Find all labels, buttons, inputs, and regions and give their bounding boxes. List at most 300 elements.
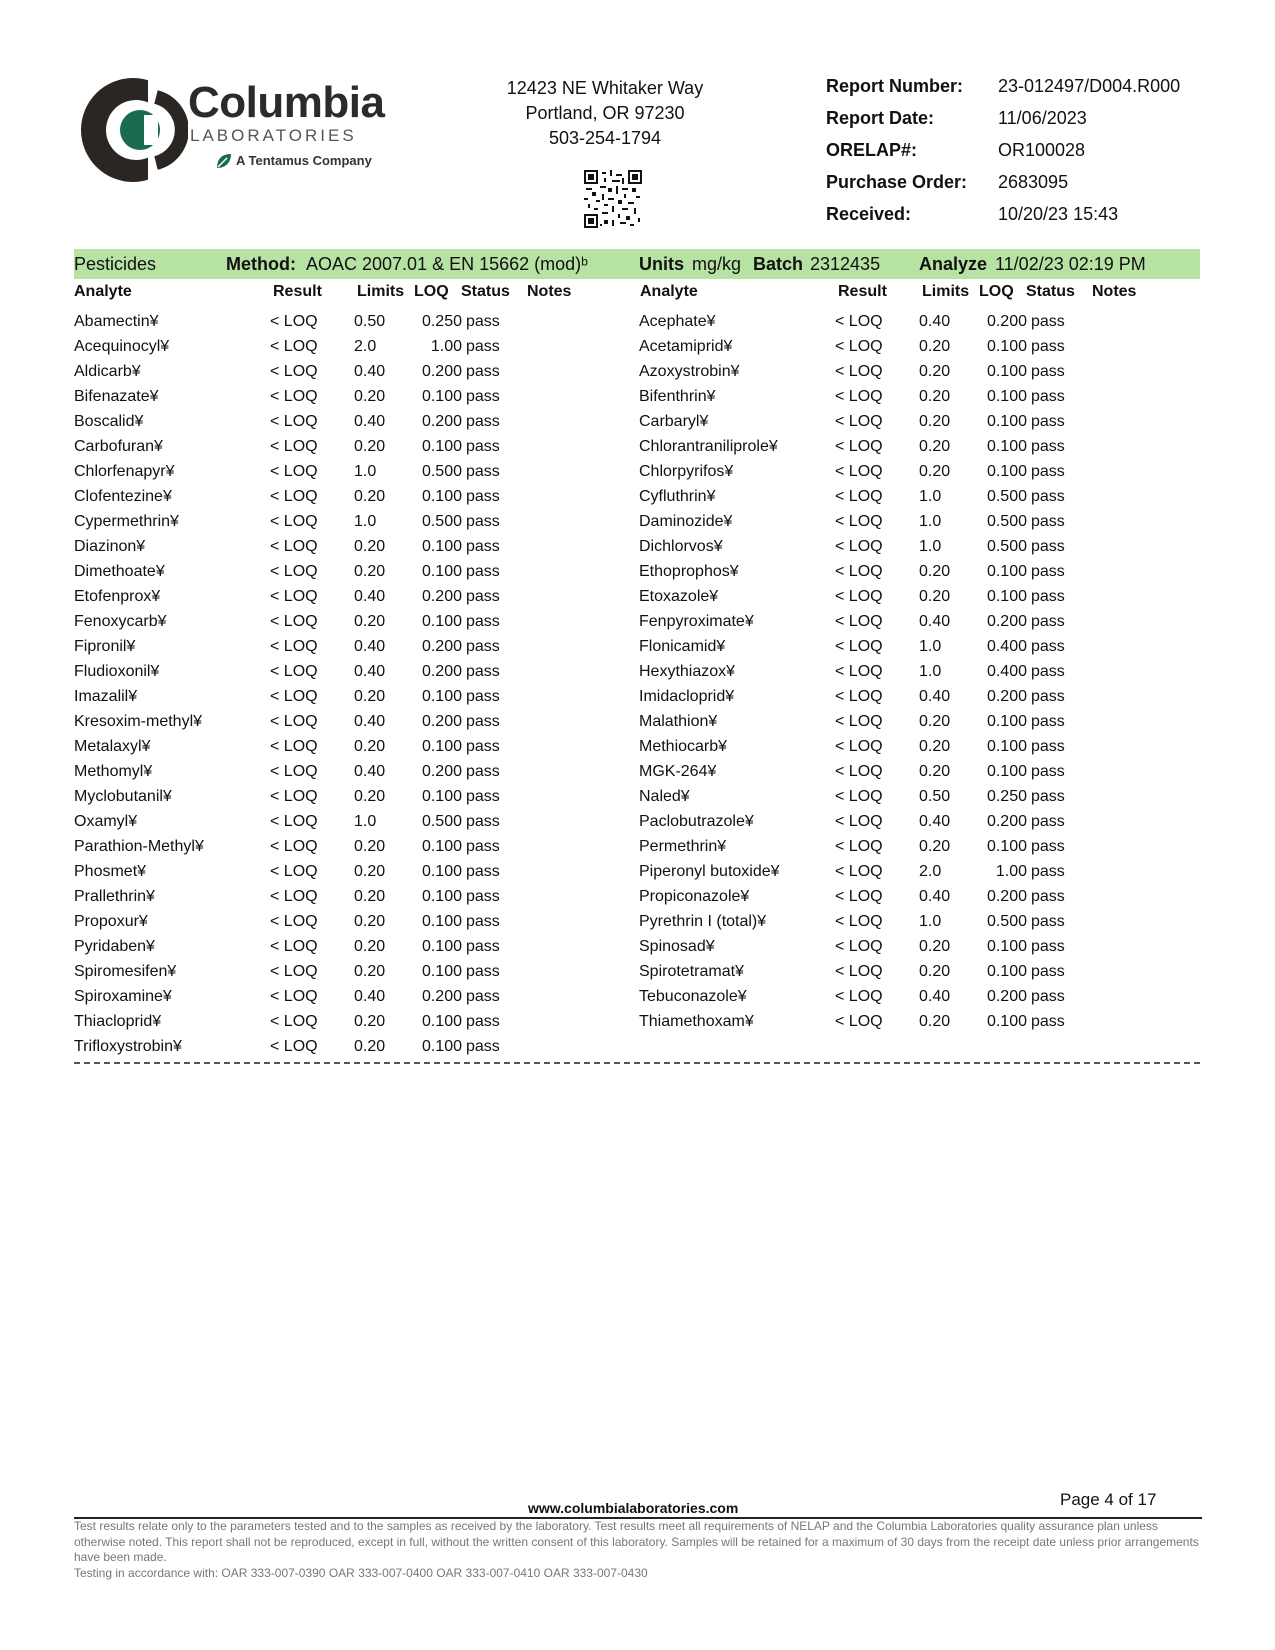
- right-limit: 0.20: [919, 838, 951, 855]
- left-analyte: Trifloxystrobin¥: [74, 1038, 182, 1055]
- table-row: [0, 361, 1275, 386]
- left-loq: 0.500: [421, 463, 462, 480]
- right-analyte: Bifenthrin¥: [639, 388, 716, 405]
- left-limit: 0.50: [354, 313, 386, 330]
- left-result: < LOQ: [270, 813, 318, 830]
- left-status: pass: [466, 1038, 500, 1055]
- right-limit: 0.40: [919, 988, 951, 1005]
- col-analyte-left: Analyte: [74, 283, 132, 300]
- right-loq: 0.500: [986, 488, 1027, 505]
- left-status: pass: [466, 913, 500, 930]
- right-result: < LOQ: [835, 463, 883, 480]
- footer-disclaimer-block: [74, 1519, 1202, 1581]
- right-status: pass: [1031, 463, 1065, 480]
- right-status: pass: [1031, 613, 1065, 630]
- right-loq: 0.100: [986, 388, 1027, 405]
- left-result: < LOQ: [270, 613, 318, 630]
- col-loq-right: LOQ: [979, 283, 1014, 300]
- left-loq: 0.100: [421, 838, 462, 855]
- left-loq: 0.100: [421, 888, 462, 905]
- left-analyte: Fenoxycarb¥: [74, 613, 167, 630]
- left-result: < LOQ: [270, 488, 318, 505]
- right-result: < LOQ: [835, 663, 883, 680]
- table-row: [0, 661, 1275, 686]
- right-status: pass: [1031, 813, 1065, 830]
- left-analyte: Boscalid¥: [74, 413, 144, 430]
- left-result: < LOQ: [270, 963, 318, 980]
- report-field: [826, 204, 1180, 236]
- left-status: pass: [466, 313, 500, 330]
- left-status: pass: [466, 513, 500, 530]
- left-analyte: Spiromesifen¥: [74, 963, 177, 980]
- table-row: [0, 561, 1275, 586]
- left-limit: 0.40: [354, 988, 386, 1005]
- table-end-divider: [74, 1062, 1200, 1064]
- right-status: pass: [1031, 638, 1065, 655]
- left-loq: 0.100: [421, 963, 462, 980]
- left-status: pass: [466, 638, 500, 655]
- left-status: pass: [466, 388, 500, 405]
- left-loq: 0.100: [421, 863, 462, 880]
- right-limit: 0.40: [919, 313, 951, 330]
- left-result: < LOQ: [270, 438, 318, 455]
- right-result: < LOQ: [835, 913, 883, 930]
- right-status: pass: [1031, 488, 1065, 505]
- left-status: pass: [466, 538, 500, 555]
- table-row: [0, 636, 1275, 661]
- table-row: [0, 486, 1275, 511]
- right-result: < LOQ: [835, 688, 883, 705]
- right-status: pass: [1031, 863, 1065, 880]
- page-number: Page 4 of 17: [1060, 1490, 1157, 1509]
- left-limit: 0.40: [354, 588, 386, 605]
- left-loq: 0.200: [421, 988, 462, 1005]
- report-field-value: 23-012497/D004.R000: [998, 76, 1181, 96]
- left-limit: 0.20: [354, 838, 386, 855]
- left-status: pass: [466, 413, 500, 430]
- table-row: [0, 311, 1275, 336]
- table-row: [0, 936, 1275, 961]
- left-limit: 1.0: [354, 513, 377, 530]
- right-loq: 0.100: [986, 1013, 1027, 1030]
- right-analyte: Daminozide¥: [639, 513, 733, 530]
- col-result-left: Result: [273, 283, 322, 300]
- left-analyte: Dimethoate¥: [74, 563, 165, 580]
- left-analyte: Diazinon¥: [74, 538, 146, 555]
- right-limit: 0.20: [919, 563, 951, 580]
- right-result: < LOQ: [835, 863, 883, 880]
- left-result: < LOQ: [270, 913, 318, 930]
- left-status: pass: [466, 863, 500, 880]
- left-loq: 0.100: [421, 1013, 462, 1030]
- left-result: < LOQ: [270, 988, 318, 1005]
- left-analyte: Methomyl¥: [74, 763, 153, 780]
- report-field: [826, 172, 1180, 204]
- table-row: [0, 386, 1275, 411]
- batch-value: 2312435: [810, 254, 881, 274]
- right-result: < LOQ: [835, 1013, 883, 1030]
- right-result: < LOQ: [835, 513, 883, 530]
- right-analyte: Propiconazole¥: [639, 888, 750, 905]
- analyze-label: Analyze: [919, 254, 988, 274]
- right-limit: 0.20: [919, 1013, 951, 1030]
- right-result: < LOQ: [835, 963, 883, 980]
- right-limit: 0.40: [919, 813, 951, 830]
- left-status: pass: [466, 938, 500, 955]
- right-limit: 0.40: [919, 888, 951, 905]
- right-result: < LOQ: [835, 438, 883, 455]
- right-limit: 0.20: [919, 938, 951, 955]
- section-title: Pesticides: [74, 254, 157, 274]
- left-result: < LOQ: [270, 1038, 318, 1055]
- left-analyte: Carbofuran¥: [74, 438, 163, 455]
- report-field: [826, 108, 1180, 140]
- left-analyte: Cypermethrin¥: [74, 513, 179, 530]
- left-result: < LOQ: [270, 388, 318, 405]
- left-status: pass: [466, 788, 500, 805]
- left-result: < LOQ: [270, 713, 318, 730]
- left-result: < LOQ: [270, 563, 318, 580]
- left-limit: 1.0: [354, 463, 377, 480]
- left-result: < LOQ: [270, 413, 318, 430]
- right-result: < LOQ: [835, 363, 883, 380]
- report-field-value: 2683095: [998, 172, 1069, 192]
- table-row: [0, 336, 1275, 361]
- table-row: [0, 611, 1275, 636]
- left-loq: 0.100: [421, 488, 462, 505]
- right-analyte: MGK-264¥: [639, 763, 717, 780]
- left-analyte: Oxamyl¥: [74, 813, 138, 830]
- table-row: [0, 836, 1275, 861]
- right-analyte: Chlorantraniliprole¥: [639, 438, 778, 455]
- right-limit: 1.0: [919, 538, 942, 555]
- right-status: pass: [1031, 338, 1065, 355]
- left-limit: 0.20: [354, 488, 386, 505]
- right-status: pass: [1031, 563, 1065, 580]
- company-tagline: A Tentamus Company: [236, 153, 372, 168]
- right-analyte: Flonicamid¥: [639, 638, 726, 655]
- right-analyte: Carbaryl¥: [639, 413, 709, 430]
- table-row: [0, 711, 1275, 736]
- left-analyte: Abamectin¥: [74, 313, 159, 330]
- right-loq: 0.100: [986, 838, 1027, 855]
- right-result: < LOQ: [835, 988, 883, 1005]
- right-analyte: Thiamethoxam¥: [639, 1013, 754, 1030]
- right-status: pass: [1031, 413, 1065, 430]
- left-status: pass: [466, 613, 500, 630]
- left-loq: 0.100: [421, 913, 462, 930]
- right-status: pass: [1031, 913, 1065, 930]
- right-loq: 0.100: [986, 563, 1027, 580]
- table-row: [0, 686, 1275, 711]
- left-status: pass: [466, 363, 500, 380]
- left-limit: 0.20: [354, 888, 386, 905]
- col-limits-left: Limits: [357, 283, 405, 300]
- results-table: [0, 311, 1275, 1061]
- left-limit: 0.40: [354, 763, 386, 780]
- method-label: Method:: [226, 254, 296, 274]
- left-result: < LOQ: [270, 313, 318, 330]
- report-field-label: ORELAP#:: [826, 140, 918, 160]
- report-field-value: 10/20/23 15:43: [998, 204, 1119, 224]
- left-analyte: Metalaxyl¥: [74, 738, 151, 755]
- left-analyte: Kresoxim-methyl¥: [74, 713, 203, 730]
- right-limit: 0.20: [919, 738, 951, 755]
- right-analyte: Spinosad¥: [639, 938, 715, 955]
- left-result: < LOQ: [270, 338, 318, 355]
- right-analyte: Ethoprophos¥: [639, 563, 739, 580]
- left-result: < LOQ: [270, 463, 318, 480]
- right-limit: 0.20: [919, 463, 951, 480]
- left-status: pass: [466, 988, 500, 1005]
- right-analyte: Acetamiprid¥: [639, 338, 733, 355]
- right-status: pass: [1031, 663, 1065, 680]
- table-row: [0, 411, 1275, 436]
- right-limit: 0.40: [919, 613, 951, 630]
- left-loq: 0.100: [421, 438, 462, 455]
- right-analyte: Hexythiazox¥: [639, 663, 736, 680]
- left-status: pass: [466, 463, 500, 480]
- columbia-logo-icon: [78, 75, 188, 185]
- right-analyte: Naled¥: [639, 788, 690, 805]
- left-limit: 0.20: [354, 688, 386, 705]
- right-loq: 0.400: [986, 663, 1027, 680]
- right-loq: 0.200: [986, 813, 1027, 830]
- left-loq: 0.100: [421, 388, 462, 405]
- left-result: < LOQ: [270, 688, 318, 705]
- right-status: pass: [1031, 938, 1065, 955]
- footer-disclaimer: Test results relate only to the parameters tested and to the samples as received by the laboratory. Test results meet all requirements of NELAP and the Columbia Laboratories quality assurance plan unless otherwise noted. This report shall not be reproduced, except in full, without the written consent of this laboratory. Samples will be retained for a maximum of 30 days from the receipt date unless prior arrangements have been made.: [74, 1519, 1199, 1564]
- right-status: pass: [1031, 438, 1065, 455]
- report-metadata: [826, 76, 1180, 236]
- right-result: < LOQ: [835, 313, 883, 330]
- left-status: pass: [466, 563, 500, 580]
- left-result: < LOQ: [270, 638, 318, 655]
- left-limit: 0.20: [354, 563, 386, 580]
- right-loq: 0.100: [986, 338, 1027, 355]
- left-loq: 0.100: [421, 738, 462, 755]
- table-row: [0, 886, 1275, 911]
- right-result: < LOQ: [835, 713, 883, 730]
- right-result: < LOQ: [835, 388, 883, 405]
- report-field-label: Received:: [826, 204, 912, 224]
- left-analyte: Fipronil¥: [74, 638, 136, 655]
- left-result: < LOQ: [270, 663, 318, 680]
- right-limit: 0.20: [919, 713, 951, 730]
- right-loq: 0.200: [986, 613, 1027, 630]
- right-loq: 0.100: [986, 938, 1027, 955]
- method-value: AOAC 2007.01 & EN 15662 (mod)ᵇ: [306, 254, 588, 274]
- left-analyte: Thiacloprid¥: [74, 1013, 162, 1030]
- left-loq: 0.200: [421, 713, 462, 730]
- right-result: < LOQ: [835, 888, 883, 905]
- right-result: < LOQ: [835, 838, 883, 855]
- left-analyte: Etofenprox¥: [74, 588, 161, 605]
- left-result: < LOQ: [270, 938, 318, 955]
- qr-code-icon: [584, 170, 642, 228]
- right-result: < LOQ: [835, 488, 883, 505]
- right-status: pass: [1031, 788, 1065, 805]
- table-row: [0, 861, 1275, 886]
- right-loq: 0.100: [986, 438, 1027, 455]
- left-loq: 1.00: [430, 338, 462, 355]
- left-limit: 0.20: [354, 963, 386, 980]
- left-status: pass: [466, 813, 500, 830]
- table-row: [0, 911, 1275, 936]
- left-status: pass: [466, 738, 500, 755]
- right-analyte: Fenpyroximate¥: [639, 613, 754, 630]
- right-loq: 0.100: [986, 413, 1027, 430]
- left-limit: 0.40: [354, 663, 386, 680]
- left-limit: 0.20: [354, 1013, 386, 1030]
- left-result: < LOQ: [270, 363, 318, 380]
- table-row: [0, 811, 1275, 836]
- left-analyte: Pyridaben¥: [74, 938, 155, 955]
- right-status: pass: [1031, 388, 1065, 405]
- right-result: < LOQ: [835, 563, 883, 580]
- report-field-label: Report Date:: [826, 108, 935, 128]
- right-status: pass: [1031, 513, 1065, 530]
- left-loq: 0.100: [421, 1038, 462, 1055]
- left-loq: 0.100: [421, 688, 462, 705]
- left-loq: 0.100: [421, 938, 462, 955]
- left-limit: 0.20: [354, 388, 386, 405]
- left-limit: 2.0: [354, 338, 377, 355]
- report-field-label: Report Number:: [826, 76, 964, 96]
- right-limit: 0.20: [919, 763, 951, 780]
- left-result: < LOQ: [270, 763, 318, 780]
- right-result: < LOQ: [835, 613, 883, 630]
- right-analyte: Permethrin¥: [639, 838, 727, 855]
- left-status: pass: [466, 663, 500, 680]
- left-limit: 0.20: [354, 1038, 386, 1055]
- leaf-icon: [214, 151, 234, 176]
- right-limit: 0.20: [919, 338, 951, 355]
- right-result: < LOQ: [835, 763, 883, 780]
- left-result: < LOQ: [270, 513, 318, 530]
- right-status: pass: [1031, 963, 1065, 980]
- right-analyte: Paclobutrazole¥: [639, 813, 754, 830]
- right-loq: 0.100: [986, 713, 1027, 730]
- left-limit: 0.40: [354, 413, 386, 430]
- right-loq: 0.250: [986, 788, 1027, 805]
- address-line-1: 12423 NE Whitaker Way: [506, 78, 704, 98]
- left-limit: 0.20: [354, 938, 386, 955]
- left-analyte: Bifenazate¥: [74, 388, 159, 405]
- left-result: < LOQ: [270, 788, 318, 805]
- right-loq: 0.500: [986, 538, 1027, 555]
- address-phone: 503-254-1794: [548, 128, 662, 148]
- left-loq: 0.250: [421, 313, 462, 330]
- left-status: pass: [466, 338, 500, 355]
- table-row: [0, 986, 1275, 1011]
- left-limit: 0.20: [354, 438, 386, 455]
- right-analyte: Azoxystrobin¥: [639, 363, 740, 380]
- left-limit: 0.20: [354, 738, 386, 755]
- right-analyte: Cyfluthrin¥: [639, 488, 716, 505]
- table-row: [0, 536, 1275, 561]
- table-row: [0, 461, 1275, 486]
- right-analyte: Tebuconazole¥: [639, 988, 747, 1005]
- right-limit: 0.20: [919, 438, 951, 455]
- right-loq: 0.100: [986, 463, 1027, 480]
- right-analyte: Malathion¥: [639, 713, 718, 730]
- left-analyte: Clofentezine¥: [74, 488, 172, 505]
- left-status: pass: [466, 963, 500, 980]
- left-result: < LOQ: [270, 1013, 318, 1030]
- right-analyte: Spirotetramat¥: [639, 963, 744, 980]
- right-result: < LOQ: [835, 813, 883, 830]
- left-analyte: Aldicarb¥: [74, 363, 141, 380]
- report-field: [826, 140, 1180, 172]
- left-analyte: Acequinocyl¥: [74, 338, 170, 355]
- analyze-value: 11/02/23 02:19 PM: [995, 254, 1146, 274]
- company-subtitle: LABORATORIES: [190, 126, 357, 145]
- right-analyte: Piperonyl butoxide¥: [639, 863, 780, 880]
- right-loq: 0.500: [986, 913, 1027, 930]
- right-loq: 0.400: [986, 638, 1027, 655]
- col-loq-left: LOQ: [414, 283, 449, 300]
- right-loq: 0.100: [986, 363, 1027, 380]
- left-loq: 0.100: [421, 788, 462, 805]
- right-status: pass: [1031, 588, 1065, 605]
- right-loq: 0.200: [986, 888, 1027, 905]
- right-loq: 0.200: [986, 313, 1027, 330]
- left-analyte: Chlorfenapyr¥: [74, 463, 175, 480]
- left-result: < LOQ: [270, 838, 318, 855]
- table-row: [0, 436, 1275, 461]
- left-loq: 0.200: [421, 763, 462, 780]
- left-limit: 0.20: [354, 863, 386, 880]
- left-loq: 0.500: [421, 513, 462, 530]
- left-status: pass: [466, 1013, 500, 1030]
- right-analyte: Chlorpyrifos¥: [639, 463, 734, 480]
- right-result: < LOQ: [835, 588, 883, 605]
- left-status: pass: [466, 763, 500, 780]
- right-limit: 0.20: [919, 388, 951, 405]
- report-field-label: Purchase Order:: [826, 172, 968, 192]
- left-analyte: Myclobutanil¥: [74, 788, 172, 805]
- col-status-left: Status: [461, 283, 510, 300]
- right-status: pass: [1031, 738, 1065, 755]
- right-analyte: Methiocarb¥: [639, 738, 728, 755]
- footer-website-link[interactable]: www.columbialaboratories.com: [528, 1500, 739, 1516]
- left-loq: 0.200: [421, 663, 462, 680]
- right-loq: 0.100: [986, 738, 1027, 755]
- right-analyte: Imidacloprid¥: [639, 688, 735, 705]
- left-limit: 0.20: [354, 613, 386, 630]
- right-status: pass: [1031, 838, 1065, 855]
- left-loq: 0.200: [421, 588, 462, 605]
- right-limit: 0.20: [919, 963, 951, 980]
- left-loq: 0.500: [421, 813, 462, 830]
- left-analyte: Propoxur¥: [74, 913, 148, 930]
- left-analyte: Spiroxamine¥: [74, 988, 172, 1005]
- right-limit: 0.40: [919, 688, 951, 705]
- left-limit: 0.40: [354, 638, 386, 655]
- left-status: pass: [466, 688, 500, 705]
- right-status: pass: [1031, 713, 1065, 730]
- col-result-right: Result: [838, 283, 887, 300]
- right-limit: 1.0: [919, 638, 942, 655]
- table-row: [0, 961, 1275, 986]
- report-field-value: 11/06/2023: [998, 108, 1087, 128]
- lab-address: [475, 76, 735, 151]
- units-value: mg/kg: [692, 254, 742, 274]
- right-loq: 0.100: [986, 588, 1027, 605]
- left-loq: 0.200: [421, 413, 462, 430]
- left-analyte: Prallethrin¥: [74, 888, 155, 905]
